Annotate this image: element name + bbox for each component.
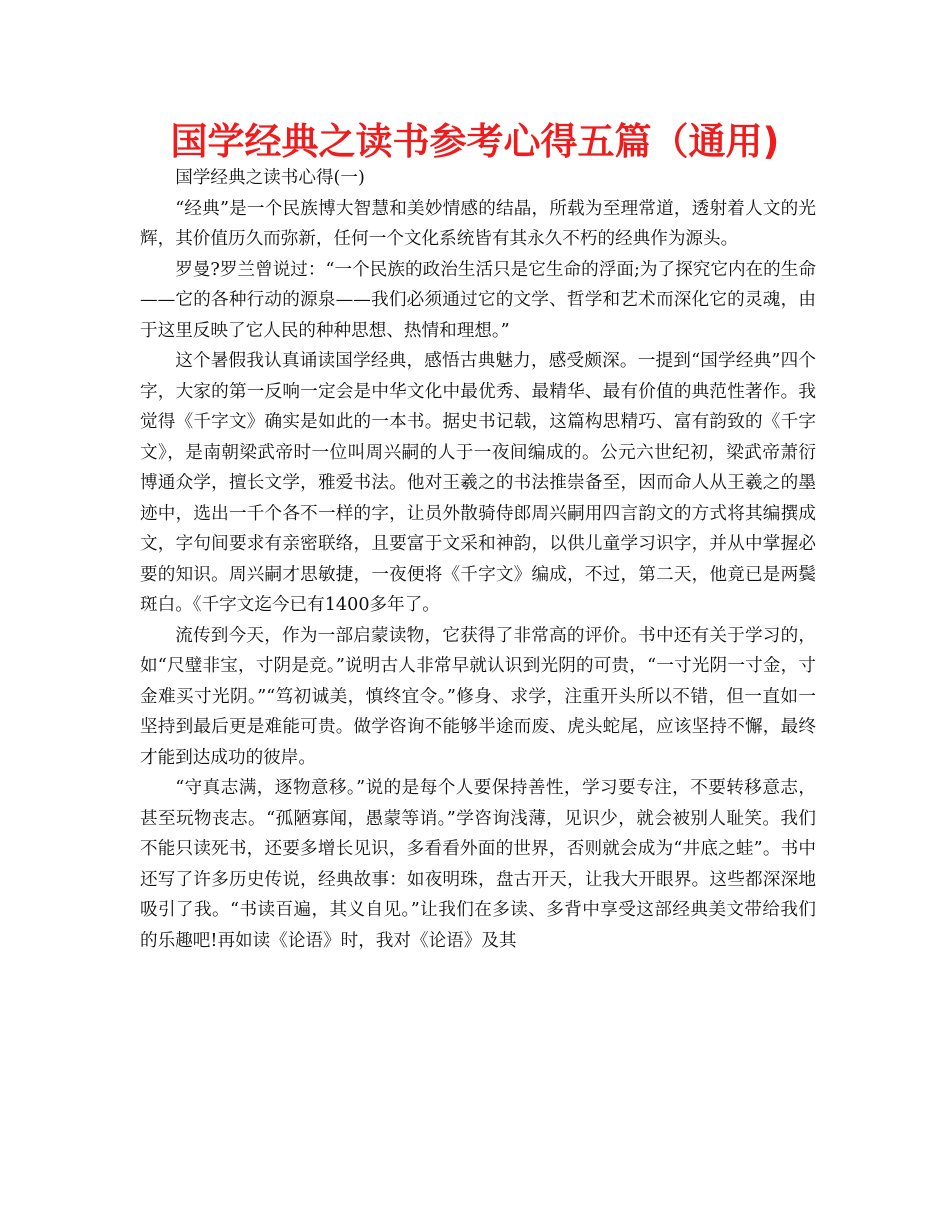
paragraph-1: “经典”是一个民族博大智慧和美妙情感的结晶，所载为至理常道，透射着人文的光辉，其价值历久而弥新，任何一个文化系统皆有其永久不朽的经典作为源头。 [140,198,816,249]
paragraph-2: 罗曼?罗兰曾说过：“一个民族的政治生活只是它生命的浮面;为了探究它内在的生命——它的各种行动的源泉——我们必须通过它的文学、哲学和艺术而深化它的灵魂，由于这里反映了它人民的种种思想、热情和理想。” [140,259,816,341]
section-subtitle: 国学经典之读书心得(一) [175,168,365,188]
paragraph-4: 流传到今天，作为一部启蒙读物，它获得了非常高的评价。书中还有关于学习的，如“尺璧非宝，寸阴是竞。”说明古人非常早就认识到光阴的可贵，“一寸光阴一寸金，寸金难买寸光阴。”“笃初诚美，慎终宜令。”修身、求学，注重开头所以不错，但一直如一坚持到最后更是难能可贵。做学咨询不能够半途而废、虎头蛇尾，应该坚持不懈，最终才能到达成功的彼岸。 [140,625,816,768]
paragraph-5: “守真志满，逐物意移。”说的是每个人要保持善性，学习要专注，不要转移意志，甚至玩物丧志。“孤陋寡闻，愚蒙等诮。”学咨询浅薄，见识少，就会被别人耻笑。我们不能只读死书，还要多增长见识，多看看外面的世界，否则就会成为“井底之蛙”。书中还写了许多历史传说，经典故事：如夜明珠，盘古开天，让我大开眼界。这些都深深地吸引了我。“书读百遍，其义自见。”让我们在多读、多背中享受这部经典美文带给我们的乐趣吧!再如读《论语》时，我对《论语》及其 [140,778,816,951]
document-title: 国学经典之读书参考心得五篇（通用) [170,120,780,163]
paragraph-3: 这个暑假我认真诵读国学经典，感悟古典魅力，感受颇深。一提到“国学经典”四个字，大家的第一反响一定会是中华文化中最优秀、最精华、最有价值的典范性著作。我觉得《千字文》确实是如此的一本书。据史书记载，这篇构思精巧、富有韵致的《千字文》，是南朝梁武帝时一位叫周兴嗣的人于一夜间编成的。公元六世纪初，梁武帝萧衍博通众学，擅长文学，雅爱书法。他对王羲之的书法推崇备至，因而命人从王羲之的墨迹中，选出一千个各不一样的字，让员外散骑侍郎周兴嗣用四言韵文的方式将其编撰成文，字句间要求有亲密联络，且要富于文采和神韵，以供儿童学习识字，并从中掌握必要的知识。周兴嗣才思敏捷，一夜便将《千字文》编成，不过，第二天，他竟已是两鬓斑白。《千字文迄今已有1400多年了。 [140,351,816,615]
document-body [140,163,816,956]
